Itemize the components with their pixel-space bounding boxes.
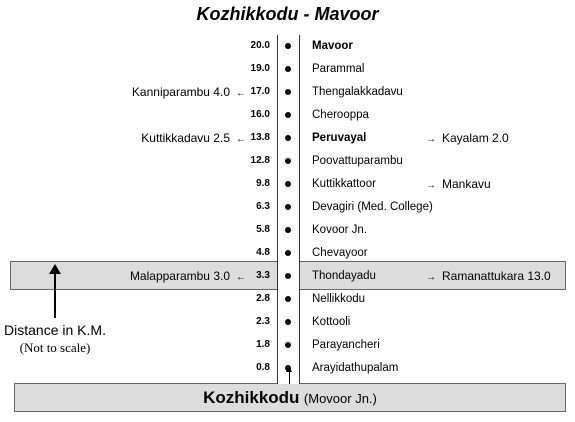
stop-name: Nellikkodu bbox=[312, 293, 366, 305]
stop-name: Thengalakkadavu bbox=[312, 86, 403, 98]
stop-dot-icon bbox=[285, 250, 291, 256]
stop-dot-icon bbox=[285, 181, 291, 187]
scale-note: (Not to scale) bbox=[19, 340, 91, 355]
stop-distance: 1.8 bbox=[256, 339, 270, 350]
stop-name: Poovattuparambu bbox=[312, 155, 403, 167]
stop-name: Mavoor bbox=[312, 40, 353, 52]
stop-row bbox=[0, 199, 575, 215]
stop-dot-icon bbox=[285, 135, 291, 141]
stop-dot-icon bbox=[285, 227, 291, 233]
right-branch-label: Ramanattukara 13.0 bbox=[442, 269, 551, 283]
stop-row bbox=[0, 176, 575, 192]
stop-distance: 2.3 bbox=[256, 316, 270, 327]
stop-row bbox=[0, 38, 575, 54]
left-branch bbox=[130, 268, 246, 286]
stop-name: Devagiri (Med. College) bbox=[312, 201, 433, 213]
right-branch-label: Kayalam 2.0 bbox=[442, 131, 509, 145]
stop-dot-icon bbox=[285, 89, 291, 95]
stop-dot-icon bbox=[285, 204, 291, 210]
right-branch bbox=[426, 176, 491, 194]
distance-arrow-shaft bbox=[54, 270, 56, 318]
stop-row bbox=[0, 130, 575, 146]
right-arrow-icon: → bbox=[426, 272, 436, 283]
stop-name: Kovoor Jn. bbox=[312, 224, 367, 236]
diagram-title: Kozhikkodu - Mavoor bbox=[196, 4, 379, 24]
right-branch bbox=[426, 268, 551, 286]
stop-row bbox=[0, 153, 575, 169]
distance-legend bbox=[0, 321, 110, 357]
left-branch-label: Kuttikkadavu 2.5 bbox=[141, 131, 230, 145]
left-branch bbox=[132, 84, 246, 102]
stop-dot-icon bbox=[285, 296, 291, 302]
origin-city: Kozhikkodu bbox=[203, 388, 300, 407]
stop-distance: 3.3 bbox=[256, 270, 270, 281]
left-branch bbox=[141, 130, 246, 148]
stop-dot-icon bbox=[285, 158, 291, 164]
stop-distance: 0.8 bbox=[256, 362, 270, 373]
right-branch-label: Mankavu bbox=[442, 177, 491, 191]
stop-distance: 12.8 bbox=[250, 155, 270, 166]
stop-distance: 6.3 bbox=[256, 201, 270, 212]
stop-dot-icon bbox=[285, 342, 291, 348]
stop-name: Peruvayal bbox=[312, 132, 367, 144]
stop-name: Parammal bbox=[312, 63, 365, 75]
left-arrow-icon: ← bbox=[236, 88, 246, 99]
stop-row bbox=[0, 61, 575, 77]
right-arrow-icon: → bbox=[426, 134, 436, 145]
stop-name: Parayancheri bbox=[312, 339, 380, 351]
stop-row bbox=[0, 245, 575, 261]
stop-name: Thondayadu bbox=[312, 270, 376, 282]
origin-junction: (Movoor Jn.) bbox=[303, 391, 377, 406]
stop-name: Kuttikkattoor bbox=[312, 178, 376, 190]
right-arrow-icon: → bbox=[426, 180, 436, 191]
stop-name: Arayidathupalam bbox=[312, 362, 399, 374]
origin-bar bbox=[14, 383, 566, 412]
stop-distance: 17.0 bbox=[250, 86, 270, 97]
stop-row bbox=[0, 291, 575, 307]
left-arrow-icon: ← bbox=[236, 134, 246, 145]
stop-name: Chevayoor bbox=[312, 247, 368, 259]
left-branch-label: Kanniparambu 4.0 bbox=[131, 85, 230, 99]
stop-distance: 5.8 bbox=[256, 224, 270, 235]
stop-distance: 20.0 bbox=[250, 40, 270, 51]
stop-row bbox=[0, 107, 575, 123]
stop-row bbox=[0, 84, 575, 100]
stop-distance: 19.0 bbox=[250, 63, 270, 74]
right-branch bbox=[426, 130, 509, 148]
stop-distance: 2.8 bbox=[256, 293, 270, 304]
junction-arrow-shaft bbox=[289, 368, 290, 384]
stop-name: Kottooli bbox=[312, 316, 351, 328]
stop-dot-icon bbox=[285, 43, 291, 49]
stop-distance: 4.8 bbox=[256, 247, 270, 258]
distance-label: Distance in K.M. bbox=[4, 322, 106, 338]
left-branch-label: Malapparambu 3.0 bbox=[129, 269, 230, 283]
stop-name: Cherooppa bbox=[312, 109, 369, 121]
stop-distance: 13.8 bbox=[250, 132, 270, 143]
stop-dot-icon bbox=[285, 112, 291, 118]
stop-dot-icon bbox=[285, 273, 291, 279]
stop-row bbox=[0, 222, 575, 238]
stop-dot-icon bbox=[285, 319, 291, 325]
left-arrow-icon: ← bbox=[236, 272, 246, 283]
stop-distance: 16.0 bbox=[250, 109, 270, 120]
stop-dot-icon bbox=[285, 66, 291, 72]
stop-row bbox=[0, 268, 575, 284]
stop-distance: 9.8 bbox=[256, 178, 270, 189]
